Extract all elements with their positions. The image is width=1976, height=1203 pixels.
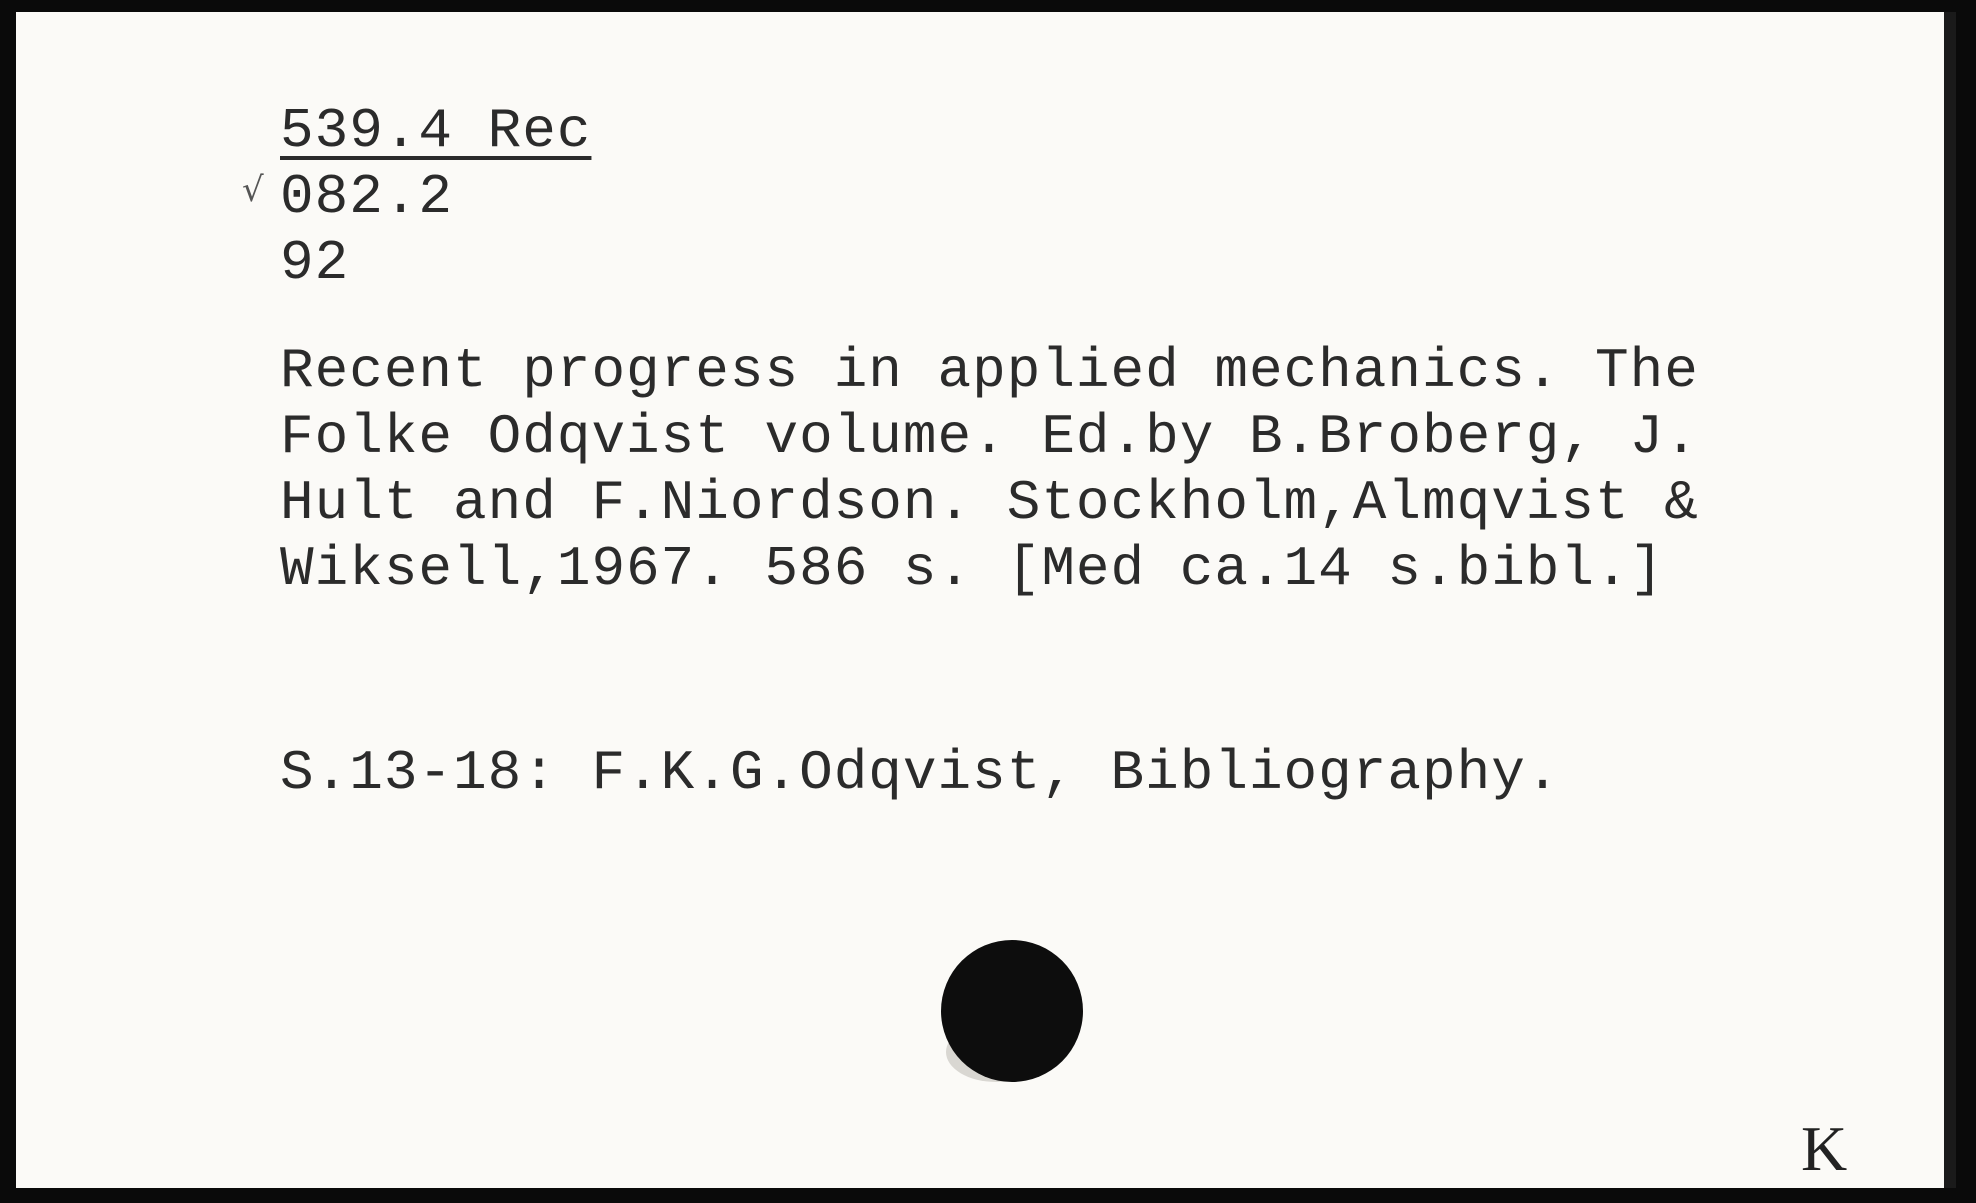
- call-number-line-3: 92: [280, 231, 350, 295]
- corner-mark: K: [1801, 1113, 1848, 1184]
- entry-note: S.13-18: F.K.G.Odqvist, Bibliography.: [280, 741, 1561, 805]
- check-mark: √: [242, 170, 264, 210]
- punch-hole: [941, 940, 1083, 1082]
- call-number-line-2: 082.2: [280, 165, 454, 229]
- call-number-line-1: 539.4 Rec: [280, 99, 592, 163]
- entry-line-1: Recent progress in applied mechanics. The: [280, 339, 1699, 403]
- entry-line-3: Hult and F.Niordson. Stockholm,Almqvist &: [280, 471, 1699, 535]
- catalog-card: [16, 12, 1956, 1188]
- entry-line-2: Folke Odqvist volume. Ed.by B.Broberg, J.: [280, 405, 1699, 469]
- entry-line-4: Wiksell,1967. 586 s. [Med ca.14 s.bibl.]: [280, 537, 1665, 601]
